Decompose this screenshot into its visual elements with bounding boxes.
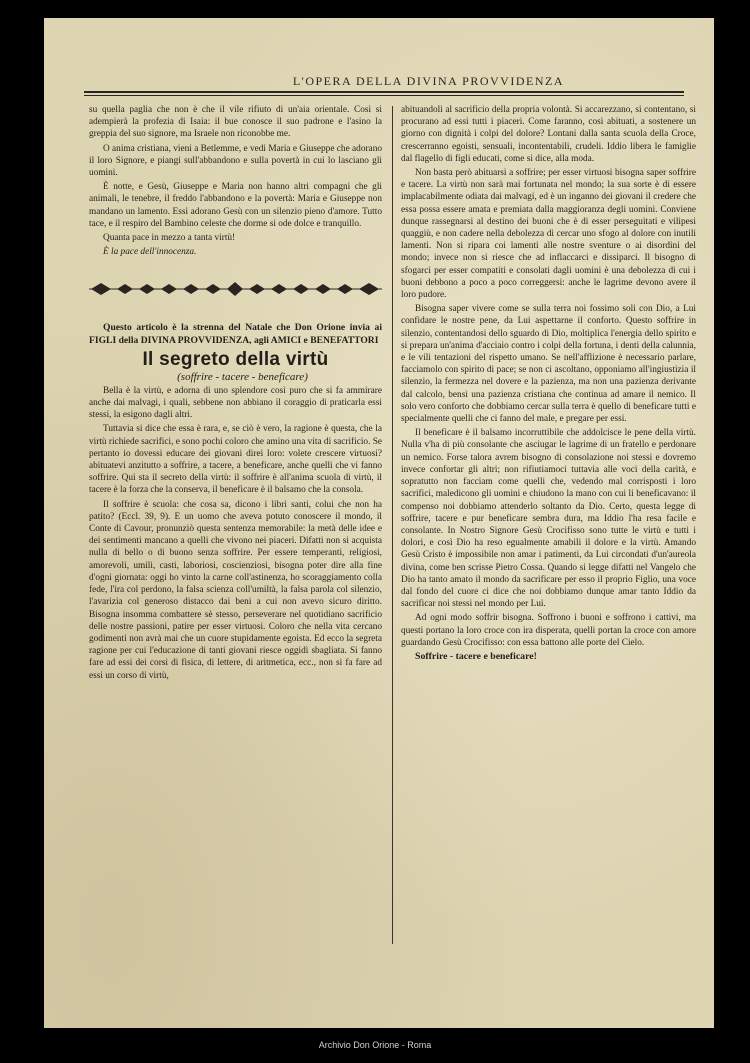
italic-line: È la pace dell'innocenza. [103, 247, 197, 258]
paragraph: Tuttavia si dice che essa è rara, e, se ciò è vero, la ragione è questa, che la virtù richiede sacrifici, e sono pochi coloro che amino una vita di sacrificio. Se pertanto io dovessi educare dei giovani direi loro: volete crescere virtuosi? abituatevi anzitutto a soffrire, a tacere, a beneficare, anche quelli che vi fanno soffrire. Qui sta il secreto della virtù: il soffrire è all'anima scuola di virtù, il tacere è la forza che la conserva, il beneficare è il balsamo che la consola. [89, 424, 383, 496]
left-column [89, 104, 382, 684]
paragraph: È notte, e Gesù, Giuseppe e Maria non hanno altri compagni che gli animali, le tenebre, il freddo l'abbandono e la povertà: Maria e Giuseppe non mandano un lamento. Essi adorano Gesù con un silenzio pieno d'amore. Tutto tace, e il respiro del Bambino celeste che dorme si ode dolce e tranquillo. [89, 182, 382, 229]
article-intro: Questo articolo è la strenna del Natale che Don Orione invia ai FIGLI della DIVINA PROVVIDENZA, agli AMICI e BENEFATTORI [89, 321, 382, 346]
paragraph: Il beneficare è il balsamo incorruttibile che addolcisce le pene della virtù. Nulla v'ha di più consolante che asciugar le lagrime di un fratello e perdonare un nemico. Forse talora avrem bisogno di consolazione noi stessi e dovremo invece confortar gli altri; non rifiutiamoci tuttavia alle voci della carità, e sopratutto non facciam come quelli che, vedendo mal corrisposti i loro sacrifici, maledicono gli uomini e chiudono la mano con cui li beneficavano: il compenso noi dobbiamo attenderlo soltanto da Dio. Certo, questa legge di soffrire, tacere e pur beneficare sembra dura, ma Iddio l'ha resa facile e consolante. In Nostro Signore Gesù Crocifisso sono tutte le virtù e tutti i dolori, e così Dio ha reso egualmente amabili il dolore e la virtù. Amando Gesù Cristo è impossibile non amar i patimenti, da Lui circondati d'un'aureola divina, come ben scrisse Pietro Cossa. Quando si legge difatti nel Vangelo che Dio ha tanto amato il mondo da sacrificare per esso il proprio Figlio, una voce dal fondo del cuore ci dice che noi dobbiamo dunque amar tanto Iddio da sacrificar noi stessi nel mondo per Lui. [401, 428, 696, 610]
header-rule-thin [84, 95, 684, 96]
publication-title: L'OPERA DELLA DIVINA PROVVIDENZA [292, 74, 564, 88]
page-header [84, 72, 684, 106]
paragraph: Ad ogni modo soffrir bisogna. Soffrono i buoni e soffrono i cattivi, ma questi portano la loro croce con ira disperata, quelli portan la croce con amore guardando Gesù Crocifisso: con essa battono alle porte del Cielo. [401, 613, 696, 648]
paragraph: Il soffrire è scuola: che cosa sa, dicono i libri santi, colui che non ha patito? (Eccl. 39, 9). E un uomo che aveva potuto conoscere il mondo, il Conte di Cavour, pronunziò questa sentenza memorabile: la metà delle idee e dei sentimenti mancano a quelli che vivono nei piaceri. Difatti non si acquista nulla di bello o di buono senza soffrire. Per essere temperanti, religiosi, amorevoli, umili, casti, laboriosi, coscienziosi, bisogna poter dire alla fine d'ogni giornata: oggi ho vinto la carne coll'astinenza, ho scoraggiamento colla fede, l'ira col perdono, la falsa scienza coll'umiltà, la falsa parola col silenzio, l'avarizia col generoso distacco dai beni a cui non avevo sicuro diritto. Bisogna insomma combattere sè stesso, perseverare nel quotidiano sacrificio delle nostre passioni, patire per esser virtuosi. Coloro che nella vita cercano godimenti non avrà mai che un cuore stupidamente egoista. Ed ecco la segreta ragione per cui l'educazione di tanti giovani riesce oggidì sbagliata. Si fanno fare ad essi dei corsi di fisica, di lettere, di aritmetica, ecc., non si fa fare ad essi un corso di virtù, [89, 499, 382, 681]
paragraph: Bisogna saper vivere come se sulla terra noi fossimo soli con Dio, a Lui confidare le nostre pene, da Lui aspettarne il conforto. Questo soffrire in silenzio, contentandosi dello sguardo di Dio, moltiplica l'energia dello spirito e si prepara un'anima d'acciaio contro i colpi della fortuna, i denti della calunnia, e le vili tentazioni del rispetto umano. Se nell'afflizione è necessario parlare, facciamolo con spirito di pace; se non ci ascoltano, opponiamo all'ingiustizia il silenzio, la fermezza nel dovere e la pazienza, ma non una pazienza derivante dal calcolo, bensì una pazienza cristiana che continua ad amare il nemico. Il solo vero conforto che dobbiamo cercar sulla terra è quello di beneficare tutti e specialmente quelli che ci fanno del male, e pregare per essi. [401, 304, 696, 425]
paragraph: abituandoli al sacrificio della propria volontà. Si accarezzano, si contentano, si procurano ad essi tutti i piaceri. Come faranno, così abituati, a sostenere un giorno con dignità i colpi del dolore? Lontani dalla santa scuola della Croce, crescerranno egoisti, sensuali, incontentabili, crudeli. Iddio libera le famiglie dal flagello di figli educati, come si dice, alla moda. [401, 105, 696, 164]
paragraph: Quanta pace in mezzo a tanta virtù! [103, 233, 236, 244]
article-subtitle: (soffrire - tacere - beneficare) [177, 370, 308, 383]
archive-credit: Archivio Don Orione - Roma [318, 1040, 432, 1050]
ornament-divider-icon [89, 274, 382, 304]
article-title: Il segreto della virtù [142, 348, 329, 370]
paragraph: Non basta però abituarsi a soffrire; per esser virtuosi bisogna saper soffrire e tacere. La virtù non sarà mai fortunata nel mondo; la sua sorte è di essere implacabilmente odiata dai malvagi, ed è un inganno dei giovani il credere che essa possa essere amata e premiata dalla maggioranza degli uomini. Conviene dunque rassegnarsi al destino dei buoni che è di esser perseguitati e vilipesi quaggiù, e non cadere nella debolezza di cercar uno sfogo al dolore con inutili lamenti. Non si ripara coi lamenti alle nostre sventure o ai disordini del mondo; invece non si riesce che ad inflaccarci e dissiparci. Il bisogno di sfogarci per esser compatiti e consolati dagli uomini è una debolezza di cui i buoni debbono a poco a poco correggersi: anche le lagrime devono avere il loro pudore. [401, 168, 696, 301]
closing-motto: Soffrire - tacere e beneficare! [415, 650, 537, 662]
column-divider [392, 106, 393, 944]
newspaper-page [44, 18, 714, 1028]
header-rule [84, 91, 684, 93]
paragraph: O anima cristiana, vieni a Betlemme, e vedi Maria e Giuseppe che adorano il loro Signore, e piangi sull'abbandono e sulla povertà in cui lo lasciano gli uomini. [89, 143, 382, 179]
paragraph: su quella paglia che non è che il vile rifiuto di un'aia orientale. Così si adempierà la profezia di Isaia: il bue conosce il suo padrone e l'asino la greppia del suo signore, ma Israele non riconobbe me. [89, 105, 382, 140]
right-column [401, 104, 696, 665]
paragraph: Bella è la virtù, e adorna di uno splendore così puro che si fa ammirare anche dai malvagi, i quali, sebbene non abbiano il coraggio di praticarla essi stessi, la esigono dagli altri. [89, 385, 382, 421]
